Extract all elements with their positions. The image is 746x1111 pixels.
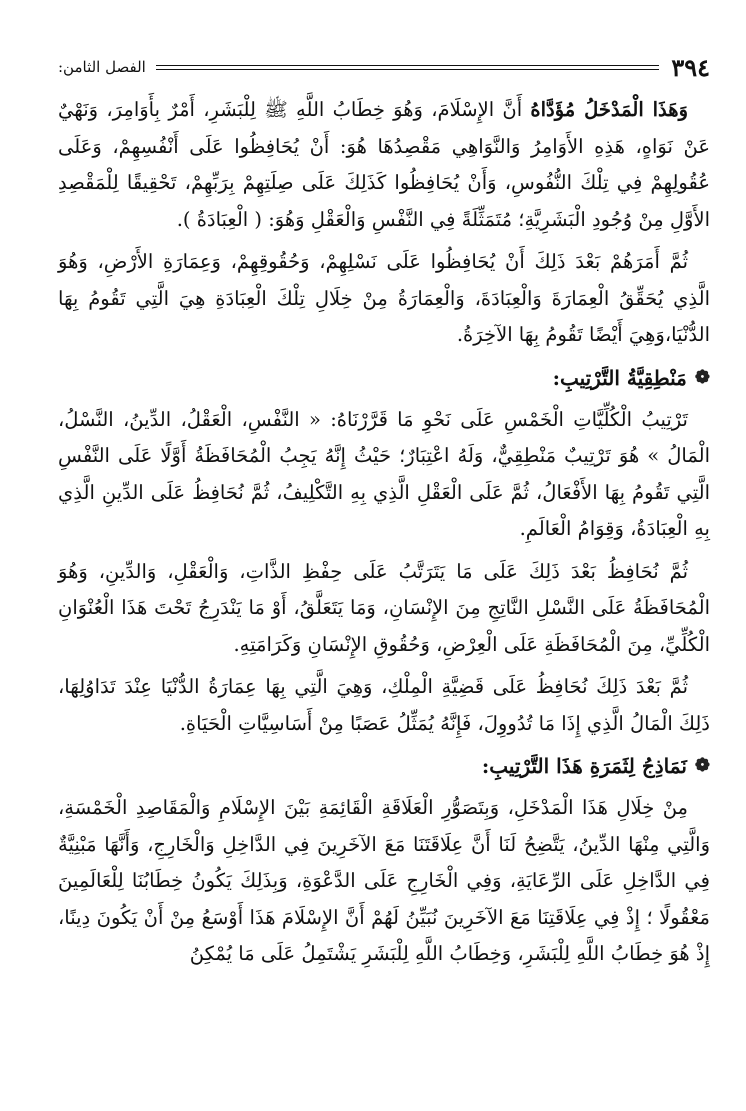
paragraph-text: تَرْتِيبُ الْكُلِّيَّاتِ الْخَمْسِ عَلَى نَحْوِ مَا قَرَّرْنَاهُ: « النَّفْسِ، الْعَقْلُ، الدِّينُ، النَّسْلُ، الْمَالُ » هُوَ تَرْتِيبٌ مَنْطِقِيٌّ، وَلَهُ اعْتِبَارٌ؛ حَيْثُ إِنَّهُ يَجِبُ الْمُحَافَظَةُ أَوَّلًا عَلَى النَّفْسِ الَّتِي تَقُومُ بِهَا الأَفْعَالُ، ثُمَّ عَلَى الْعَقْلِ الَّذِي بِهِ التَّكْلِيفُ، ثُمَّ نُحَافِظُ عَلَى الدِّينِ الَّذِي بِهِ الْعِبَادَةُ، وَقِوَامُ الْعَالَمِ.: [58, 407, 710, 540]
page-header: [58, 50, 710, 84]
section-heading: [58, 748, 710, 784]
paragraph: [58, 790, 710, 973]
book-page: [58, 50, 710, 979]
paragraph-text: ثُمَّ أَمَرَهُمْ بَعْدَ ذَلِكَ أَنْ يُحَافِظُوا عَلَى نَسْلِهِمْ، وَحُقُوقِهِمْ، وَعِمَارَةِ الأَرْضِ، وَهُوَ الَّذِي يُحَقِّقُ الْعِمَارَةَ وَالْعِبَادَةَ، وَالْعِمَارَةُ مِنْ خِلَالِ تِلْكَ الْعِبَادَةِ هِيَ الَّتِي تَقُومُ بِهَا الدُّنْيَا،وَهِيَ أَيْضًا تَقُومُ بِهَا الآخِرَةُ.: [58, 250, 710, 346]
paragraph: [58, 92, 710, 238]
paragraph: [58, 554, 710, 664]
paragraph-bold-lead: وَهَذَا الْمَدْخَلُ مُؤَدَّاهُ: [530, 98, 688, 121]
paragraph: [58, 402, 710, 548]
paragraph-text: ثُمَّ بَعْدَ ذَلِكَ نُحَافِظُ عَلَى قَضِيَّةِ الْمِلْكِ، وَهِيَ الَّتِي بِهَا عِمَارَةُ الدُّنْيَا عِنْدَ تَدَاوُلِهَا، ذَلِكَ الْمَالُ الَّذِي إِذَا مَا تُدُووِلَ، فَإِنَّهُ يُمَثِّلُ عَصَبًا مِنْ أَسَاسِيَّاتِ الْحَيَاةِ.: [58, 675, 710, 735]
flower-ornament-icon: ❁: [694, 366, 710, 388]
paragraph: [58, 669, 710, 742]
paragraph: [58, 244, 710, 354]
flower-ornament-icon: ❁: [694, 755, 710, 776]
page-number: ٣٩٤: [671, 52, 710, 82]
chapter-title: الفصل الثامن:: [58, 58, 146, 76]
paragraph-text: ثُمَّ نُحَافِظُ بَعْدَ ذَلِكَ عَلَى مَا يَتَرَتَّبُ عَلَى حِفْظِ الذَّاتِ، وَالْعَقْلِ، وَالدِّينِ، وَهُوَ الْمُحَافَظَةُ عَلَى النَّسْلِ النَّاتِجِ مِنَ الإِنْسَانِ، وَمَا يَتَعَلَّقُ، أَوْ مَا يَنْدَرِجُ تَحْتَ هَذَا الْعُنْوَانِ الْكُلِّيِّ، مِنَ الْمُحَافَظَةِ عَلَى الْعِرْضِ، وَحُقُوقِ الإِنْسَانِ وَكَرَامَتِهِ.: [58, 559, 710, 656]
paragraph-text: مِنْ خِلَالِ هَذَا الْمَدْخَلِ، وَبِتَصَوُّرِ الْعَلَاقَةِ الْقَائِمَةِ بَيْنَ الإِسْلَامِ وَالْمَقَاصِدِ الْخَمْسَةِ، وَالَّتِي مِنْهَا الدِّينُ، يَتَّضِحُ لَنَا أَنَّ عِلَاقَتَنَا مَعَ الآخَرِينَ فِي الدَّاخِلِ وَالْخَارِجِ، وَأَنَّهَا مَبْنِيَّةٌ فِي الدَّاخِلِ عَلَى الرِّعَايَةِ، وَفِي الْخَارِجِ عَلَى الدَّعْوَةِ، وَبِذَلِكَ يَكُونُ خِطَابُنَا لِلْعَالَمِينَ مَعْقُولًا ؛ إِذْ فِي عِلَاقَتِنَا مَعَ الآخَرِينَ نُبَيِّنُ لَهُمْ أَنَّ الإِسْلَامَ هَذَا أَوْسَعُ مِنْ أَنْ يَكُونَ دِينًا، إِذْ هُوَ خِطَابُ اللَّهِ لِلْبَشَرِ، وَخِطَابُ اللَّهِ لِلْبَشَرِ يَشْتَمِلُ عَلَى مَا يُمْكِنُ: [58, 796, 710, 965]
header-rule: [156, 65, 660, 70]
section-heading: [58, 360, 710, 396]
section-heading-text: نَمَاذِجُ لِثَمَرَةِ هَذَا التَّرْتِيبِ:: [481, 754, 687, 778]
paragraph-text: أَنَّ الإِسْلَامَ، وَهُوَ خِطَابُ اللَّهِ ﷺ لِلْبَشَرِ، أَمْرٌ بِأَوَامِرَ، وَنَهْيٌ عَنْ نَوَاهٍ، هَذِهِ الأَوَامِرُ وَالنَّوَاهِي مَقْصِدُهَا هُوَ: أَنْ يُحَافِظُوا عَلَى أَنْفُسِهِمْ، وَعَلَى عُقُولِهِمْ فِي تِلْكَ النُّفُوسِ، وَأَنْ يُحَافِظُوا كَذَلِكَ عَلَى صِلَتِهِمْ بِرَبِّهِمْ، تَحْقِيقًا لِلْمَقْصِدِ الأَوَّلِ مِنْ وُجُودِ الْبَشَرِيَّةِ؛ مُتَمَثِّلَةً فِي النَّفْسِ وَالْعَقْلِ وَهُوَ: ( الْعِبَادَةُ ).: [58, 98, 710, 231]
section-heading-text: مَنْطِقِيَّةُ التَّرْتِيبِ:: [552, 365, 687, 390]
page-body: [58, 92, 710, 973]
